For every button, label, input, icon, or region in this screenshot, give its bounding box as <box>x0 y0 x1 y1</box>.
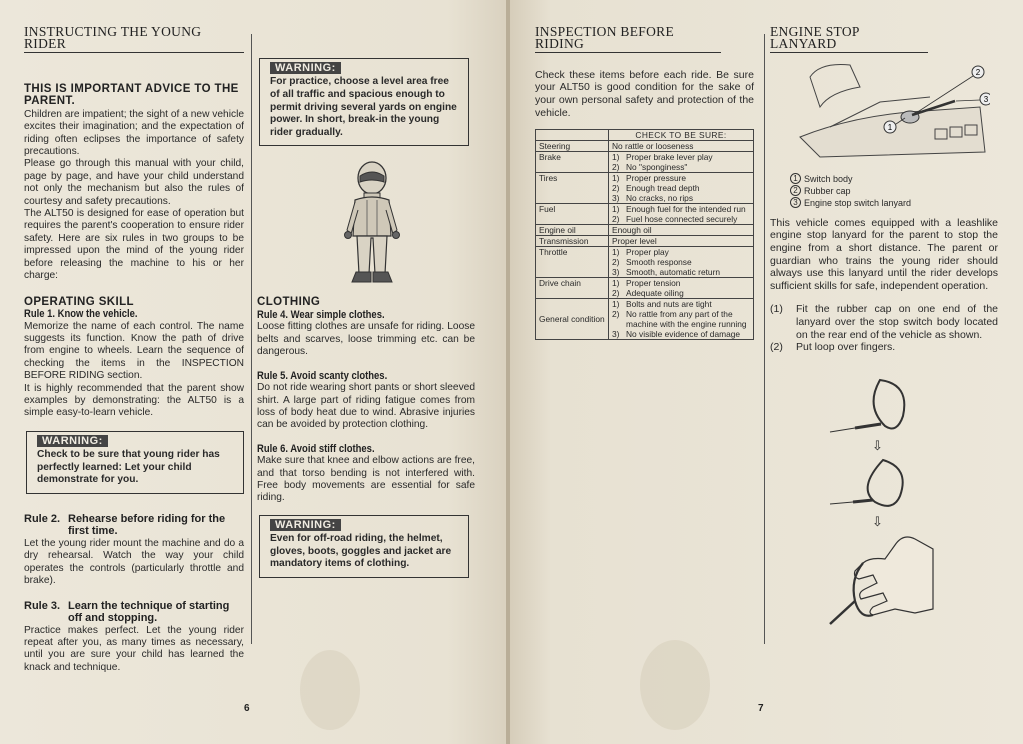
check-item-text: Proper tension <box>626 278 681 289</box>
warning-box-3 <box>259 515 469 578</box>
intro-paragraph-1: Children are impatient; the sight of a new vehicle excites their imagination; and the expectation of riding often eclipses the importance of safety precautions. <box>24 108 244 158</box>
table-row <box>536 141 754 152</box>
table-row <box>536 173 754 204</box>
check-item <box>612 278 750 288</box>
paper-stain <box>640 640 710 730</box>
rule-4-text: Loose fitting clothes are unsafe for riding. Loose belts and scarves, loose trimming etc. can be dangerous. <box>257 321 475 358</box>
check-item <box>612 183 750 193</box>
check-item-number: 2) <box>612 309 620 320</box>
check-item <box>612 214 750 224</box>
legend-number: 1 <box>790 173 801 184</box>
left-page <box>0 0 508 744</box>
check-item <box>612 329 750 339</box>
rule-5-title: Rule 5. Avoid scanty clothes. <box>257 369 388 382</box>
check-item <box>612 247 750 257</box>
table-corner <box>536 130 609 141</box>
check-item-text: No visible evidence of damage <box>626 329 741 340</box>
check-item-number: 2) <box>612 162 620 173</box>
check-item-text: Proper pressure <box>626 173 687 184</box>
check-item-text: Fuel hose connected securely <box>626 214 738 225</box>
check-item-text: Smooth response <box>626 257 692 268</box>
check-item-number: 1) <box>612 278 620 289</box>
hand-with-lanyard-illustration <box>825 529 935 629</box>
check-item-text: Smooth, automatic return <box>626 267 721 278</box>
rule-3-title <box>24 600 244 625</box>
check-item-number: 1) <box>612 204 620 215</box>
step-text: Fit the rubber cap on one end of the lanyard over the stop switch body located on the rear end of the vehicle as shown. <box>796 303 998 341</box>
table-cell-checks <box>609 278 754 299</box>
table-cell-item: Transmission <box>536 236 609 247</box>
right-column-1 <box>535 26 754 340</box>
warning-label: WARNING: <box>270 519 341 531</box>
check-item <box>612 299 750 309</box>
lanyard-description: This vehicle comes equipped with a leashlike engine stop lanyard for the parent to stop the engine from a short distance. The parent or guardian who trains the young rider should always use this lanyard until the rider develops sufficient skills for safe, independent operation. <box>770 216 998 292</box>
legend-label: Engine stop switch lanyard <box>804 197 912 208</box>
check-item-number: 3) <box>612 267 620 278</box>
table-cell-checks <box>609 204 754 225</box>
intro-paragraph-2: Please go through this manual with your child, page by page, and have your child understand not only the mechanism but also the rules of courtesy and safety precautions. <box>24 158 244 207</box>
table-cell-item: Tires <box>536 173 609 204</box>
table-cell-item: Throttle <box>536 247 609 278</box>
table-header: CHECK TO BE SURE: <box>609 130 754 141</box>
section-title-inspection: INSPECTION BEFORE RIDING <box>535 26 721 53</box>
table-row <box>536 247 754 278</box>
table-cell-item: Engine oil <box>536 225 609 236</box>
rule-2-number: Rule 2. <box>24 512 61 525</box>
step-number: (2) <box>770 341 783 354</box>
check-item-number: 3) <box>612 329 620 340</box>
check-item <box>612 257 750 267</box>
legend-number: 2 <box>790 185 801 196</box>
page-number-left: 6 <box>244 703 250 714</box>
intro-paragraph-3: The ALT50 is designed for ease of operation but requires the parent's cooperation to ensure rider safety. Here are six rules in two groups to be impressed upon the mind of the young rider before releasing the machine to his or her charge: <box>24 208 244 282</box>
rule-2-heading: Rehearse before riding for the first time. <box>68 512 226 538</box>
table-cell-checks <box>609 299 754 340</box>
check-item <box>612 309 750 329</box>
check-item-text: Proper level <box>612 236 657 247</box>
svg-text:3: 3 <box>983 94 989 104</box>
section-title-young-rider: INSTRUCTING THE YOUNG RIDER <box>24 26 244 53</box>
table-row <box>536 152 754 173</box>
left-column-1 <box>24 26 244 674</box>
check-item <box>612 173 750 183</box>
check-item-number: 1) <box>612 173 620 184</box>
svg-text:1: 1 <box>887 122 893 132</box>
check-item-number: 2) <box>612 288 620 299</box>
warning-text: Even for off-road riding, the helmet, gloves, boots, goggles and jacket are mandatory items of clothing. <box>270 533 452 570</box>
legend-label: Switch body <box>804 173 853 184</box>
rule-6-text: Make sure that knee and elbow actions are free, and that torso bending is not interfered with. Free body movements are essential for safe riding. <box>257 455 475 504</box>
check-item <box>612 141 750 151</box>
rule-4-title: Rule 4. Wear simple clothes. <box>257 308 385 321</box>
check-item-text: Enough tread depth <box>626 183 700 194</box>
rule-1-text-2: It is highly recommended that the parent show examples by demonstrating: the ALT50 is a simple easy-to-learn vehicle. <box>24 382 244 419</box>
column-divider <box>251 34 252 644</box>
table-cell-checks <box>609 247 754 278</box>
legend-item <box>790 197 998 209</box>
legend-item <box>790 173 998 185</box>
check-item <box>612 225 750 235</box>
lanyard-diagram <box>790 57 990 167</box>
inspection-intro: Check these items before each ride. Be sure your ALT50 is good condition for the sake of your own personal safety and protection of the vehicle. <box>535 68 754 119</box>
lanyard-steps <box>770 303 998 353</box>
svg-text:2: 2 <box>975 67 981 77</box>
left-column-2 <box>257 58 475 578</box>
check-item-text: No "sponginess" <box>626 162 688 173</box>
rule-3-heading: Learn the technique of starting off and stopping. <box>68 599 230 625</box>
table-cell-checks <box>609 152 754 173</box>
young-rider-illustration <box>327 158 417 288</box>
table-row <box>536 236 754 247</box>
warning-label: WARNING: <box>270 62 341 74</box>
rule-1-text: Memorize the name of each control. The name suggests its function. Know the path of drive from engine to wheels. Learn the sequence of checking the items in the INSPECTION BEFORE RIDING section. <box>24 320 244 382</box>
legend-item <box>790 185 998 197</box>
table-row <box>536 225 754 236</box>
inspection-table-wrapper <box>535 129 754 340</box>
check-item <box>612 236 750 246</box>
diagram-legend <box>790 173 998 209</box>
check-item-text: No cracks, no rips <box>626 193 694 204</box>
check-item-number: 1) <box>612 299 620 310</box>
check-item-number: 2) <box>612 183 620 194</box>
warning-box-2 <box>259 58 469 146</box>
arrow-down-icon: ⇩ <box>872 437 883 453</box>
clothing-heading: CLOTHING <box>257 296 321 309</box>
rule-2-text: Let the young rider mount the machine and do a dry rehearsal. Watch the way your child operates the controls (particularly throttle and brake). <box>24 537 244 587</box>
step-item <box>770 303 998 341</box>
check-item-number: 1) <box>612 247 620 258</box>
check-item-text: No rattle or looseness <box>612 141 694 152</box>
legend-label: Rubber cap <box>804 185 851 196</box>
table-cell-item: Fuel <box>536 204 609 225</box>
table-cell-checks <box>609 141 754 152</box>
lanyard-loop-illustration <box>825 376 915 438</box>
check-item-number: 2) <box>612 257 620 268</box>
step-number: (1) <box>770 303 783 316</box>
step-text: Put loop over fingers. <box>796 341 896 354</box>
table-cell-checks <box>609 173 754 204</box>
warning-box-1 <box>26 431 244 494</box>
lanyard-loop-illustration <box>825 454 915 516</box>
right-page <box>510 0 1023 744</box>
page-number-right: 7 <box>758 703 764 714</box>
check-item <box>612 162 750 172</box>
table-cell-item: Brake <box>536 152 609 173</box>
check-item <box>612 193 750 203</box>
legend-number: 3 <box>790 197 801 208</box>
check-item-text: Enough fuel for the intended run <box>626 204 746 215</box>
check-item-text: No rattle from any part of the machine with the engine running <box>626 309 747 330</box>
check-item <box>612 267 750 277</box>
right-column-2 <box>770 26 998 629</box>
rule-3-text: Practice makes perfect. Let the young rider repeat after you, as many times as necessary, until you are sure your child has learned the knack and technique. <box>24 624 244 673</box>
table-cell-item: Drive chain <box>536 278 609 299</box>
column-divider <box>764 34 765 644</box>
table-row <box>536 278 754 299</box>
rule-6-title: Rule 6. Avoid stiff clothes. <box>257 442 375 455</box>
check-item-text: Proper brake lever play <box>626 152 713 163</box>
check-item <box>612 204 750 214</box>
section-title-lanyard: ENGINE STOP LANYARD <box>770 26 928 53</box>
table-cell-item: General condition <box>536 299 609 340</box>
table-cell-item: Steering <box>536 141 609 152</box>
rule-1-title: Rule 1. Know the vehicle. <box>24 308 138 320</box>
operating-skill-heading: OPERATING SKILL <box>24 295 134 308</box>
table-cell-checks <box>609 225 754 236</box>
rule-3-number: Rule 3. <box>24 599 61 612</box>
check-item <box>612 288 750 298</box>
check-item-text: Adequate oiling <box>626 288 684 299</box>
arrow-down-icon: ⇩ <box>872 514 883 530</box>
warning-text: Check to be sure that young rider has perfectly learned: Let your child demonstrate for you. <box>37 449 220 486</box>
paper-stain <box>300 650 360 730</box>
table-cell-checks <box>609 236 754 247</box>
warning-label: WARNING: <box>37 435 108 447</box>
rule-5-text: Do not ride wearing short pants or short sleeved shirt. A large part of riding fatigue comes from loss of body heat due to wind. Abrasive injuries can be avoided by protection clothing. <box>257 382 475 431</box>
check-item <box>612 152 750 162</box>
check-item-text: Proper play <box>626 247 669 258</box>
check-item-text: Bolts and nuts are tight <box>626 299 712 310</box>
inspection-table <box>535 129 754 340</box>
warning-text: For practice, choose a level area free of all traffic and spacious enough to permit driving several yards on engine power. In short, break-in the young rider gradually. <box>270 76 457 138</box>
table-row <box>536 299 754 340</box>
step-item <box>770 341 998 354</box>
check-item-number: 3) <box>612 193 620 204</box>
table-row <box>536 204 754 225</box>
check-item-number: 1) <box>612 152 620 163</box>
check-item-number: 2) <box>612 214 620 225</box>
intro-heading: THIS IS IMPORTANT ADVICE TO THE PARENT. <box>24 82 239 108</box>
rule-2-title <box>24 513 244 538</box>
check-item-text: Enough oil <box>612 225 652 236</box>
